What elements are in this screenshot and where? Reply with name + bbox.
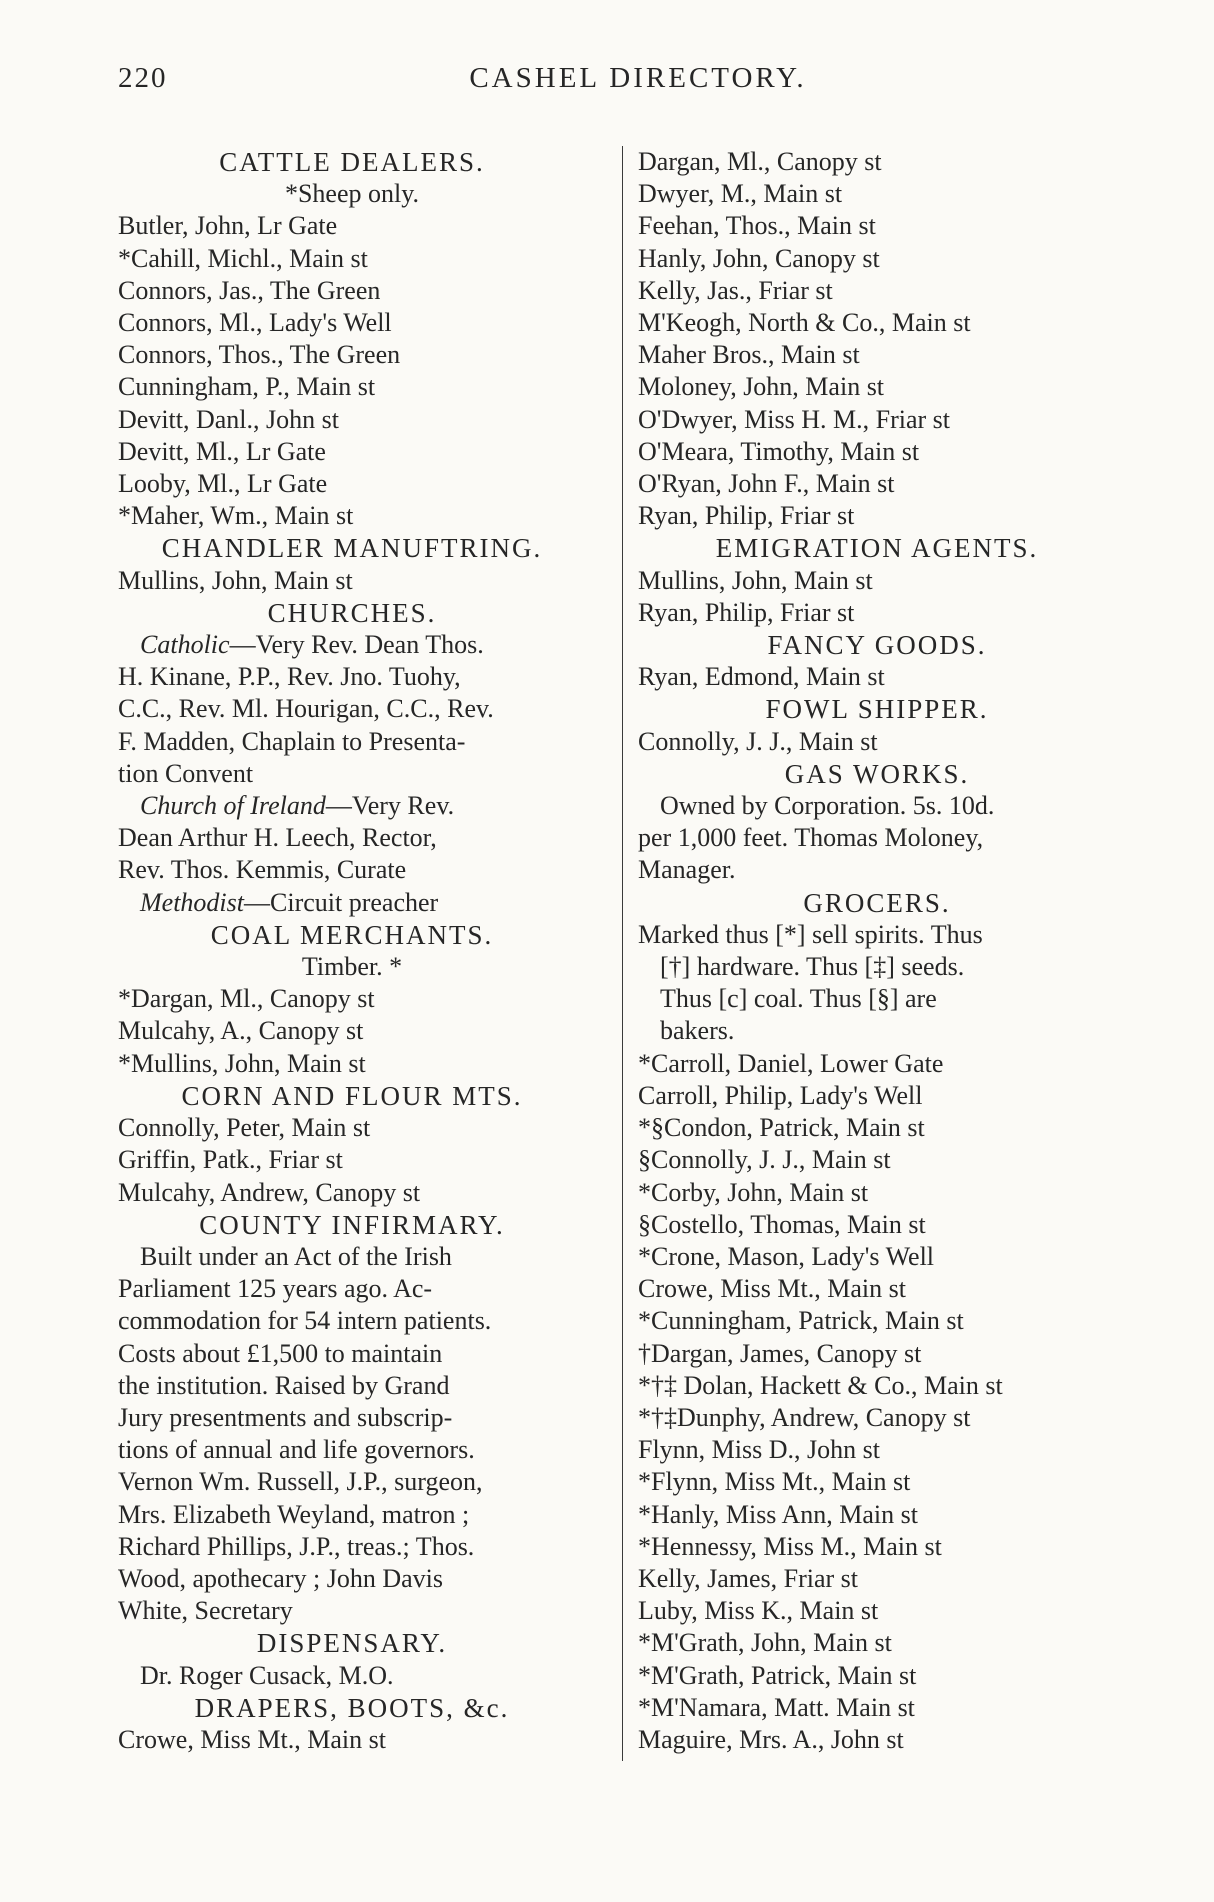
directory-entry: commodation for 54 intern patients. [118, 1306, 492, 1336]
text-line: Thus [c] coal. Thus [§] are [660, 984, 937, 1014]
directory-entry: *Crone, Mason, Lady's Well [638, 1241, 935, 1271]
directory-entry: Connors, Thos., The Green [118, 340, 401, 370]
directory-entry: Wood, apothecary ; John Davis [118, 1563, 443, 1593]
section-heading: FANCY GOODS. [767, 630, 987, 661]
section-heading: CATTLE DEALERS. [219, 147, 485, 177]
text-line: bakers. [660, 1016, 735, 1046]
directory-entry: Ryan, Edmond, Main st [638, 662, 885, 692]
section-heading: FOWL SHIPPER. [765, 694, 989, 725]
section-heading: COUNTY INFIRMARY. [199, 1209, 505, 1240]
directory-entry: *§Condon, Patrick, Main st [638, 1113, 925, 1143]
directory-entry: O'Meara, Timothy, Main st [638, 436, 920, 466]
directory-entry: Griffin, Patk., Friar st [118, 1145, 343, 1175]
directory-entry: *M'Namara, Matt. Main st [638, 1692, 915, 1722]
directory-entry: F. Madden, Chaplain to Presenta- [118, 726, 466, 756]
directory-entry: †Dargan, James, Canopy st [638, 1338, 922, 1368]
directory-entry: Richard Phillips, J.P., treas.; Thos. [118, 1531, 475, 1561]
directory-entry: Mullins, John, Main st [638, 565, 873, 595]
directory-entry: *Cunningham, Patrick, Main st [638, 1306, 964, 1336]
church-entry [118, 629, 586, 661]
section-heading: CHURCHES. [267, 597, 437, 628]
directory-entry: Dwyer, M., Main st [638, 179, 843, 209]
directory-entry: Maher Bros., Main st [638, 340, 860, 370]
section-heading: GAS WORKS. [784, 758, 970, 789]
directory-entry: tion Convent [118, 758, 254, 788]
directory-entry: the institution. Raised by Grand [118, 1370, 450, 1400]
directory-entry: Manager. [638, 855, 736, 885]
denomination-label: Church of Ireland [140, 791, 326, 821]
directory-entry: *M'Grath, Patrick, Main st [638, 1660, 917, 1690]
directory-entry: Hanly, John, Canopy st [638, 243, 880, 273]
section-heading: DISPENSARY. [256, 1628, 448, 1659]
directory-entry: Rev. Thos. Kemmis, Curate [118, 855, 407, 885]
directory-entry: Moloney, John, Main st [638, 372, 885, 402]
page-header [118, 62, 1098, 102]
directory-entry: Luby, Miss K., Main st [638, 1596, 879, 1626]
church-entry-text: —Very Rev. [325, 791, 455, 821]
directory-entry: Marked thus [*] sell spirits. Thus [638, 919, 983, 949]
text-line: [†] hardware. Thus [‡] seeds. [660, 952, 965, 982]
directory-entry: Carroll, Philip, Lady's Well [638, 1080, 923, 1110]
running-title: CASHEL DIRECTORY. [469, 62, 807, 94]
church-entry [118, 790, 586, 822]
directory-entry: *†‡ Dolan, Hackett & Co., Main st [638, 1370, 1003, 1400]
directory-entry: Mullins, John, Main st [118, 565, 353, 595]
column-divider [622, 146, 623, 1761]
directory-entry: Connors, Jas., The Green [118, 275, 381, 305]
right-column [638, 146, 1116, 1756]
denomination-label: Catholic [140, 630, 230, 660]
directory-entry: *Hanly, Miss Ann, Main st [638, 1499, 918, 1529]
directory-entry: *Cahill, Michl., Main st [118, 243, 368, 273]
section-note: *Sheep only. [284, 179, 420, 209]
directory-entry: per 1,000 feet. Thomas Moloney, [638, 823, 984, 853]
church-entry-text: —Very Rev. Dean Thos. [229, 630, 484, 660]
directory-entry: *M'Grath, John, Main st [638, 1628, 892, 1658]
directory-entry: Costs about £1,500 to maintain [118, 1338, 443, 1368]
church-entry-text: —Circuit preacher [244, 887, 439, 917]
directory-entry: Devitt, Ml., Lr Gate [118, 436, 326, 466]
directory-entry: *Hennessy, Miss M., Main st [638, 1531, 942, 1561]
directory-entry: Dargan, Ml., Canopy st [638, 147, 882, 176]
directory-entry: *Dargan, Ml., Canopy st [118, 984, 375, 1014]
directory-entry: H. Kinane, P.P., Rev. Jno. Tuohy, [118, 662, 461, 692]
directory-entry: Dean Arthur H. Leech, Rector, [118, 823, 437, 853]
directory-entry: O'Ryan, John F., Main st [638, 469, 895, 499]
directory-entry: Connolly, J. J., Main st [638, 726, 878, 756]
section-heading: COAL MERCHANTS. [210, 919, 494, 950]
section-note: Timber. * [301, 952, 403, 982]
directory-entry: Feehan, Thos., Main st [638, 211, 876, 241]
directory-entry: White, Secretary [118, 1596, 293, 1626]
directory-entry: Parliament 125 years ago. Ac- [118, 1274, 433, 1304]
directory-entry: C.C., Rev. Ml. Hourigan, C.C., Rev. [118, 694, 494, 724]
directory-entry: *Flynn, Miss Mt., Main st [638, 1467, 911, 1497]
directory-entry: Ryan, Philip, Friar st [638, 501, 855, 531]
directory-entry: M'Keogh, North & Co., Main st [638, 308, 971, 338]
section-heading: EMIGRATION AGENTS. [715, 533, 1039, 564]
directory-entry: §Costello, Thomas, Main st [638, 1209, 926, 1239]
directory-entry: Mrs. Elizabeth Weyland, matron ; [118, 1499, 470, 1529]
directory-entry: Devitt, Danl., John st [118, 404, 339, 434]
directory-entry: Connolly, Peter, Main st [118, 1113, 371, 1143]
text-line: Built under an Act of the Irish [140, 1241, 452, 1271]
directory-entry: Mulcahy, Andrew, Canopy st [118, 1177, 421, 1207]
directory-entry: Vernon Wm. Russell, J.P., surgeon, [118, 1467, 483, 1497]
directory-entry: *Maher, Wm., Main st [118, 501, 354, 531]
directory-entry: Connors, Ml., Lady's Well [118, 308, 392, 338]
directory-entry: Flynn, Miss D., John st [638, 1435, 880, 1465]
text-line: Dr. Roger Cusack, M.O. [140, 1660, 394, 1690]
denomination-label: Methodist [140, 887, 244, 917]
section-heading: DRAPERS, BOOTS, &c. [194, 1692, 510, 1723]
directory-entry: *†‡Dunphy, Andrew, Canopy st [638, 1402, 971, 1432]
section-heading: CORN AND FLOUR MTS. [181, 1080, 523, 1111]
directory-entry: Mulcahy, A., Canopy st [118, 1016, 364, 1046]
section-heading: GROCERS. [803, 887, 951, 918]
directory-entry: Jury presentments and subscrip- [118, 1402, 453, 1432]
directory-entry: §Connolly, J. J., Main st [638, 1145, 891, 1175]
directory-entry: Crowe, Miss Mt., Main st [118, 1724, 386, 1754]
directory-entry: Looby, Ml., Lr Gate [118, 469, 328, 499]
directory-entry: *Mullins, John, Main st [118, 1048, 366, 1078]
directory-entry: *Carroll, Daniel, Lower Gate [638, 1048, 944, 1078]
directory-entry: O'Dwyer, Miss H. M., Friar st [638, 404, 951, 434]
directory-entry: Cunningham, P., Main st [118, 372, 376, 402]
directory-entry: Ryan, Philip, Friar st [638, 597, 855, 627]
directory-entry: Kelly, Jas., Friar st [638, 275, 833, 305]
page-number: 220 [118, 62, 168, 94]
directory-entry: Butler, John, Lr Gate [118, 211, 338, 241]
church-entry [118, 887, 586, 919]
directory-entry: tions of annual and life governors. [118, 1435, 475, 1465]
left-column [118, 146, 586, 1756]
directory-entry: *Corby, John, Main st [638, 1177, 869, 1207]
directory-entry: Crowe, Miss Mt., Main st [638, 1274, 906, 1304]
directory-entry: Kelly, James, Friar st [638, 1563, 858, 1593]
section-heading: CHANDLER MANUFTRING. [161, 533, 543, 564]
text-line: Owned by Corporation. 5s. 10d. [660, 791, 995, 821]
directory-entry: Maguire, Mrs. A., John st [638, 1724, 904, 1754]
